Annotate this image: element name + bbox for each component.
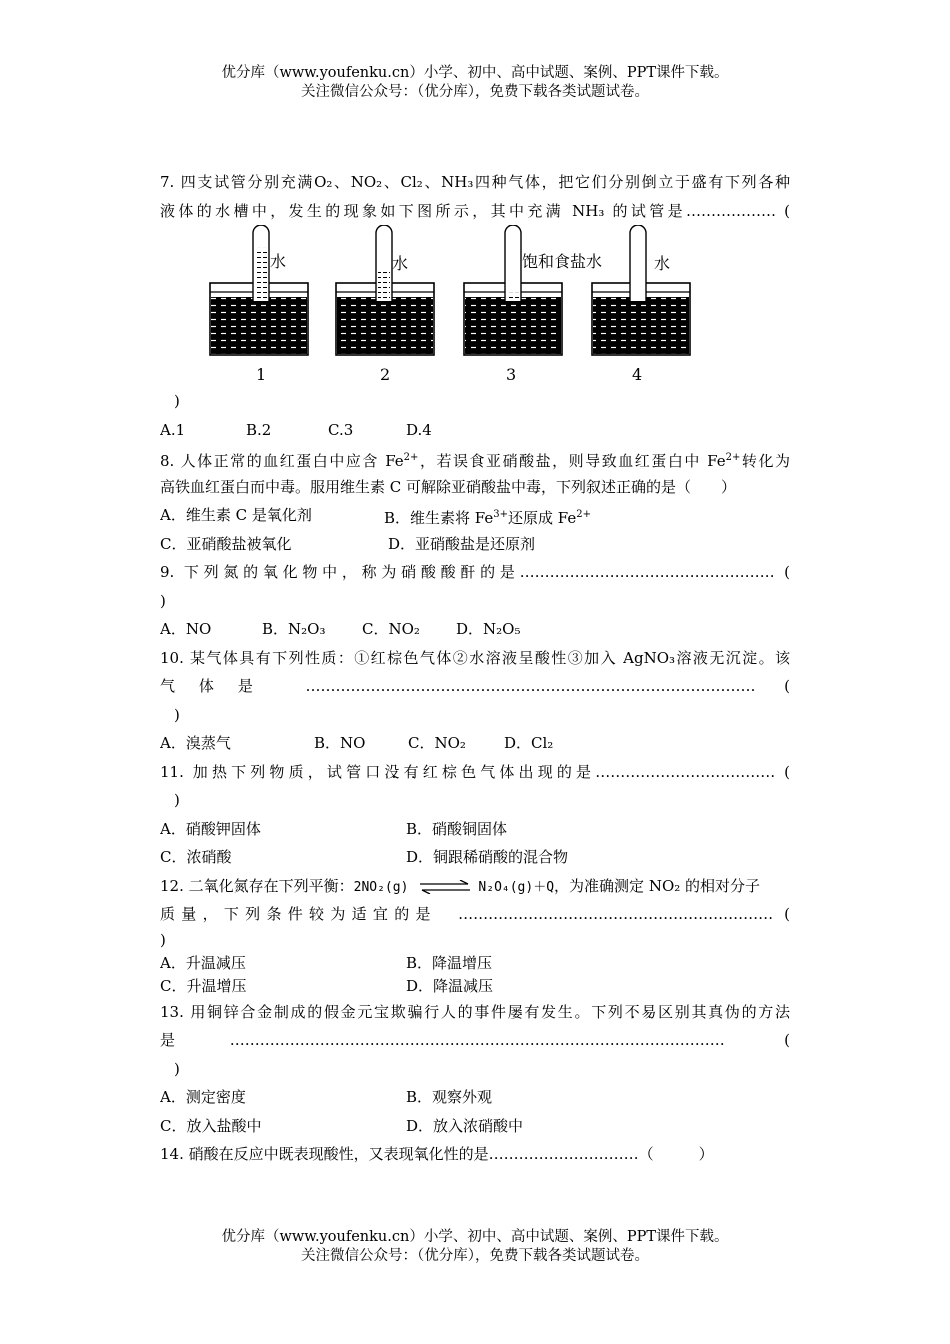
- q7-figure: [160, 225, 790, 387]
- q12-option-c: C．升温增压: [160, 976, 247, 995]
- tube-number-3: 3: [506, 365, 517, 384]
- water-tank-3: [464, 225, 562, 355]
- q12-options-row-2: [160, 975, 790, 998]
- q13-option-b: B．观察外观: [406, 1088, 493, 1106]
- liquid-body: [465, 297, 561, 354]
- test-tube-diagram: [160, 225, 790, 387]
- q8-line-1-text-c: 转化为: [740, 452, 790, 470]
- q13-options-row-1: [160, 1083, 790, 1112]
- exam-content: [160, 168, 790, 1169]
- water-tank-4: [592, 225, 690, 355]
- q10-option-c: C．NO₂: [408, 734, 466, 752]
- q11-line-1: [160, 758, 790, 787]
- q13-line-1-text-b: 区别其真伪的方法: [658, 1002, 790, 1021]
- tube-liquid: [255, 248, 267, 301]
- q7-close-paren: ): [174, 392, 180, 410]
- q7-line-1: 7. 四支试管分别充满O₂、NO₂、Cl₂、NH₃四种气体，把它们分别倒立于盛有下列各种: [160, 173, 790, 191]
- q13-option-a: A．测定密度: [160, 1088, 246, 1106]
- header-line-2: 关注微信公众号：（优分库），免费下载各类试题试卷。: [301, 84, 649, 100]
- q7-option-b: B.2: [246, 420, 272, 439]
- q10-close-paren: ): [174, 705, 180, 724]
- q14-line-1: 14. 硝酸在反应中既表现酸性，又表现氧化性的是…………………………（ ）: [160, 1145, 714, 1163]
- liquid-body: [211, 297, 307, 354]
- water-tank-2: [336, 225, 434, 355]
- page-footer: [0, 1228, 950, 1266]
- liquid-label-3: 饱和食盐水: [522, 252, 603, 271]
- q7-option-d: D.4: [406, 420, 432, 439]
- q8-option-b-sup-1: 3+: [493, 509, 509, 520]
- q8-line-2: 高铁血红蛋白而中毒。服用维生素 C 可解除亚硝酸盐中毒，下列叙述正确的是（ ）: [160, 477, 737, 496]
- q8-options-row-1: [160, 501, 790, 530]
- header-line-1: 优分库（www.youfenku.cn）小学、初中、高中试题、案例、PPT课件下载。: [221, 65, 729, 81]
- q9-option-b: B．N₂O₃: [262, 620, 326, 638]
- q8-option-b-sup-2: 2+: [576, 509, 591, 520]
- test-tube: [505, 225, 521, 301]
- q11-line-1-text-a: 11. 加热下列物质，试管口: [160, 762, 385, 781]
- q11-close-paren: ): [174, 791, 180, 809]
- q12-option-b: B．降温增压: [406, 953, 493, 972]
- q11-option-a: A．硝酸钾固体: [160, 819, 261, 838]
- q10-option-a: A．溴蒸气: [160, 734, 231, 752]
- q13-options-row-2: [160, 1112, 790, 1141]
- q7-option-a: A.1: [160, 420, 186, 439]
- tube-liquid: [632, 298, 644, 301]
- test-tube: [630, 225, 646, 301]
- q7-line-2: 液体的水槽中，发生的现象如下图所示，其中充满 NH₃ 的试管是……………… (: [160, 201, 790, 220]
- footer-line-1: 优分库（www.youfenku.cn）小学、初中、高中试题、案例、PPT课件下载。: [221, 1229, 729, 1245]
- q9-line-1: 9. 下列氮的氧化物中，称为硝酸酸酐的是…………………………………………… (: [160, 563, 790, 581]
- q12-line-1: [160, 872, 790, 901]
- q12-close-paren: ): [160, 930, 166, 949]
- q10-option-b: B．NO: [314, 734, 366, 752]
- q13-option-c: C．放入盐酸中: [160, 1116, 262, 1135]
- q13-line-2: 是……………………………………………………………………………………… (: [160, 1031, 790, 1049]
- q12-equation-right: N₂O₄(g)＋Q: [478, 879, 555, 895]
- water-tank-1: [210, 225, 308, 355]
- q8-line-1-text-a: 8. 人体正常的血红蛋白中应含 Fe: [160, 452, 404, 470]
- q8-line-1-sup-1: 2+: [403, 452, 419, 463]
- tube-number-2: 2: [380, 365, 391, 384]
- q9-options: [160, 615, 790, 644]
- tube-number-4: 4: [632, 365, 643, 384]
- q11-options-row-2: [160, 843, 790, 872]
- q8-option-a: A．维生素 C 是氧化剂: [160, 506, 312, 524]
- q8-option-b-text-a: B．维生素将 Fe: [384, 509, 494, 527]
- q12-line-1-text-a: 12. 二氧化氮存在下列平衡：: [160, 876, 354, 895]
- q10-option-d: D．Cl₂: [504, 734, 554, 752]
- q13-emphasis-char-2: 易: [641, 1002, 659, 1021]
- q13-option-d: D．放入浓硝酸中: [406, 1116, 524, 1135]
- q12-line-1-text-b: ，为准确测定 NO₂ 的相对分子: [554, 876, 761, 895]
- page-header: [0, 64, 950, 102]
- q12-line-2: 质量，下列条件较为适宜的是 ……………………………………………………… (: [160, 905, 790, 923]
- footer-line-2: 关注微信公众号：（优分库），免费下载各类试题试卷。: [301, 1248, 649, 1264]
- q11-options-row-1: [160, 815, 790, 844]
- q13-emphasis-char-1: 不: [624, 1002, 642, 1021]
- q10-options: [160, 729, 790, 758]
- q11-option-c: C．浓硝酸: [160, 848, 232, 866]
- q9-close-paren: ): [160, 591, 166, 610]
- q11-emphasis-char-2: 有: [403, 762, 423, 781]
- q8-line-1-sup-2: 2+: [725, 452, 741, 463]
- tube-liquid: [378, 270, 390, 301]
- tube-number-1: 1: [256, 365, 267, 384]
- liquid-label-1: 水: [270, 252, 287, 271]
- q7-option-c: C.3: [328, 420, 354, 439]
- liquid-body: [337, 297, 433, 354]
- liquid-body: [593, 297, 689, 354]
- q11-emphasis-char-1: 没: [384, 762, 404, 781]
- liquid-label-4: 水: [654, 254, 671, 273]
- q7-options: [160, 416, 790, 445]
- q9-option-d: D．N₂O₅: [456, 620, 521, 638]
- q13-close-paren: ): [174, 1059, 180, 1078]
- q8-option-b-text-b: 还原成 Fe: [508, 509, 577, 527]
- q8-line-1: [160, 444, 790, 473]
- q8-option-d: D．亚硝酸盐是还原剂: [388, 534, 536, 553]
- q11-line-1-text-b: 红棕色气体出现的是……………………………… (: [422, 762, 790, 781]
- q13-line-1-text-a: 13. 用铜锌合金制成的假金元宝欺骗行人的事件屡有发生。下列: [160, 1002, 625, 1021]
- q9-option-c: C．NO₂: [362, 620, 420, 638]
- q8-line-1-text-b: ，若误食亚硝酸盐，则导致血红蛋白中 Fe: [418, 452, 726, 470]
- q8-options-row-2: [160, 530, 790, 559]
- q11-option-d: D．铜跟稀硝酸的混合物: [406, 848, 569, 866]
- q13-line-1: [160, 998, 790, 1027]
- q10-line-2: 气体是 ……………………………………………………………………………… (: [160, 677, 790, 695]
- q8-option-c: C．亚硝酸盐被氧化: [160, 534, 292, 553]
- q9-option-a: A．NO: [160, 620, 212, 638]
- q12-options-row-1: [160, 952, 790, 975]
- tube-liquid: [507, 293, 519, 301]
- q8-option-b: [384, 501, 591, 530]
- equilibrium-arrow-icon: [418, 880, 472, 894]
- q12-option-a: A．升温减压: [160, 953, 246, 972]
- q12-option-d: D．降温减压: [406, 976, 494, 995]
- q11-option-b: B．硝酸铜固体: [406, 819, 508, 838]
- liquid-label-2: 水: [392, 254, 409, 273]
- q12-equation-left: 2NO₂(g): [353, 879, 409, 895]
- q10-line-1: 10. 某气体具有下列性质：①红棕色气体②水溶液呈酸性③加入 AgNO₃溶液无沉淀。该: [160, 648, 790, 667]
